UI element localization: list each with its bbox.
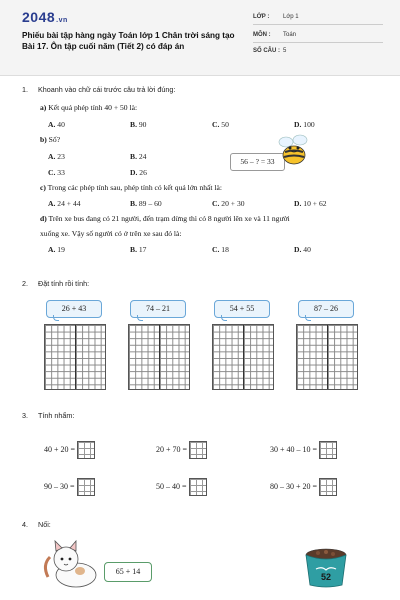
equation-box: 56 – ? = 33	[230, 153, 285, 171]
section-4-heading: 4. Nối:	[22, 520, 51, 529]
option-a-A[interactable]: A. 40	[48, 120, 65, 129]
option-b-D[interactable]: D. 26	[130, 168, 147, 177]
mental-calc-4: 90 – 30 =	[44, 478, 95, 496]
document-title: Phiếu bài tập hàng ngày Toán lớp 1 Chân trời sáng tạo Bài 17. Ôn tập cuối năm (Tiết 2) có đáp án	[22, 31, 235, 51]
option-d-A[interactable]: A. 19	[48, 245, 65, 254]
site-logo[interactable]: 2048.vn	[22, 9, 68, 25]
mental-calc-5: 50 – 40 =	[156, 478, 207, 496]
option-b-B[interactable]: B. 24	[130, 152, 147, 161]
mental-calc-3: 30 + 40 – 10 =	[270, 441, 337, 459]
cat-illustration	[40, 535, 104, 593]
answer-box-6[interactable]	[319, 478, 337, 496]
question-d: d) Trên xe bus đang có 21 người, đến trạm dừng thì có 8 người lên xe và 11 người	[40, 214, 290, 223]
question-d-line2: xuống xe. Vậy số người có ở trên xe sau đó là:	[40, 229, 182, 238]
option-c-C[interactable]: C. 20 + 30	[212, 199, 245, 208]
option-a-B[interactable]: B. 90	[130, 120, 147, 129]
question-a: a) Kết quả phép tính 40 + 50 là:	[40, 103, 138, 112]
option-a-C[interactable]: C. 50	[212, 120, 229, 129]
calc-label-3: 54 + 55	[214, 300, 270, 318]
question-b: b) Số?	[40, 135, 61, 144]
answer-box-1[interactable]	[77, 441, 95, 459]
calc-label-2: 74 – 21	[130, 300, 186, 318]
bee-illustration	[276, 133, 312, 167]
option-c-A[interactable]: A. 24 + 44	[48, 199, 81, 208]
page-header: 2048.vn Phiếu bài tập hàng ngày Toán lớp 1 Chân trời sáng tạo Bài 17. Ôn tập cuối năm (Tiết 2) có đáp án LỚP : Lớp 1 MÔN : Toán SỐ CÂU : 5	[0, 0, 400, 76]
answer-box-4[interactable]	[77, 478, 95, 496]
option-d-B[interactable]: B. 17	[130, 245, 147, 254]
bowl-illustration	[300, 545, 352, 589]
answer-box-2[interactable]	[189, 441, 207, 459]
mental-calc-6: 80 – 30 + 20 =	[270, 478, 337, 496]
option-d-D[interactable]: D. 40	[294, 245, 311, 254]
option-a-D[interactable]: D. 100	[294, 120, 315, 129]
mental-calc-2: 20 + 70 =	[156, 441, 207, 459]
section-3-heading: 3. Tính nhẩm:	[22, 411, 75, 420]
question-c: c) Trong các phép tính sau, phép tính có kết quả lớn nhất là:	[40, 183, 223, 192]
section-2-heading: 2. Đặt tính rồi tính:	[22, 279, 90, 288]
answer-box-5[interactable]	[189, 478, 207, 496]
option-b-C[interactable]: C. 33	[48, 168, 65, 177]
bowl-number: 52	[320, 572, 331, 582]
calc-label-1: 26 + 43	[46, 300, 102, 318]
expression-box[interactable]: 65 + 14	[104, 562, 152, 582]
answer-grid-3[interactable]	[212, 324, 274, 390]
answer-grid-1[interactable]	[44, 324, 106, 390]
answer-grid-2[interactable]	[128, 324, 190, 390]
mental-calc-1: 40 + 20 =	[44, 441, 95, 459]
answer-box-3[interactable]	[319, 441, 337, 459]
section-1-heading: 1. Khoanh vào chữ cái trước câu trả lời đúng:	[22, 85, 176, 94]
option-c-D[interactable]: D. 10 + 62	[294, 199, 327, 208]
option-d-C[interactable]: C. 18	[212, 245, 229, 254]
calc-label-4: 87 – 26	[298, 300, 354, 318]
option-c-B[interactable]: B. 89 – 60	[130, 199, 162, 208]
answer-grid-4[interactable]	[296, 324, 358, 390]
option-b-A[interactable]: A. 23	[48, 152, 65, 161]
